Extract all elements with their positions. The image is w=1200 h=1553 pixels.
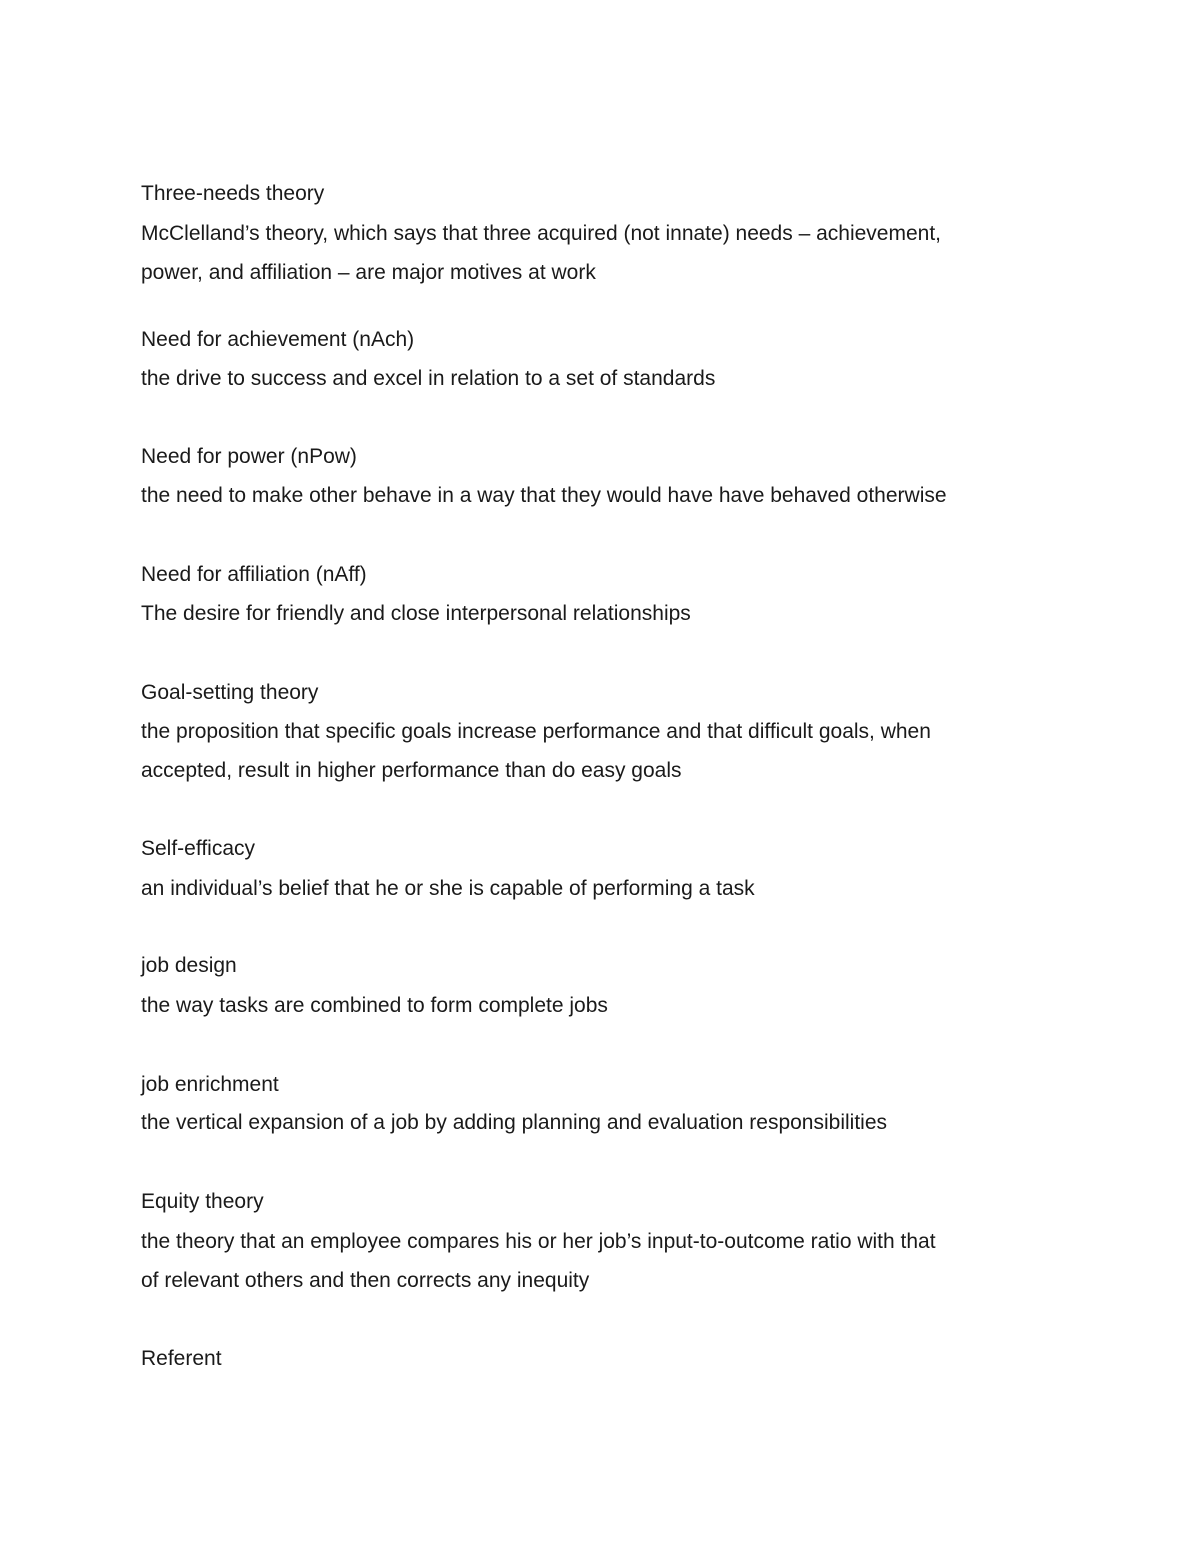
definition-line: the drive to success and excel in relation to a set of standards bbox=[141, 367, 716, 390]
term-job-enrichment: job enrichment bbox=[141, 1073, 279, 1096]
definition-line: the vertical expansion of a job by adding planning and evaluation responsibilities bbox=[141, 1111, 888, 1134]
term-need-for-affiliation: Need for affiliation (nAff) bbox=[141, 563, 367, 586]
term-equity-theory: Equity theory bbox=[141, 1190, 264, 1213]
definition-line: the way tasks are combined to form complete jobs bbox=[141, 994, 608, 1017]
definition-line: power, and affiliation – are major motives at work bbox=[141, 261, 596, 284]
term-job-design: job design bbox=[141, 954, 237, 977]
definition-line: the need to make other behave in a way that they would have have behaved otherwise bbox=[141, 484, 947, 507]
term-goal-setting-theory: Goal-setting theory bbox=[141, 681, 319, 704]
definition-line: McClelland’s theory, which says that three acquired (not innate) needs – achievement, bbox=[141, 222, 941, 245]
definition-line: the proposition that specific goals increase performance and that difficult goals, when bbox=[141, 720, 931, 743]
term-referent: Referent bbox=[141, 1347, 222, 1370]
definition-line: the theory that an employee compares his or her job’s input-to-outcome ratio with that bbox=[141, 1230, 936, 1253]
definition-line: The desire for friendly and close interpersonal relationships bbox=[141, 602, 691, 625]
term-self-efficacy: Self-efficacy bbox=[141, 837, 255, 860]
definition-line: an individual’s belief that he or she is capable of performing a task bbox=[141, 877, 755, 900]
term-need-for-power: Need for power (nPow) bbox=[141, 445, 357, 468]
definition-line: accepted, result in higher performance than do easy goals bbox=[141, 759, 682, 782]
term-need-for-achievement: Need for achievement (nAch) bbox=[141, 328, 415, 351]
term-three-needs-theory: Three-needs theory bbox=[141, 182, 325, 205]
definition-line: of relevant others and then corrects any inequity bbox=[141, 1269, 590, 1292]
